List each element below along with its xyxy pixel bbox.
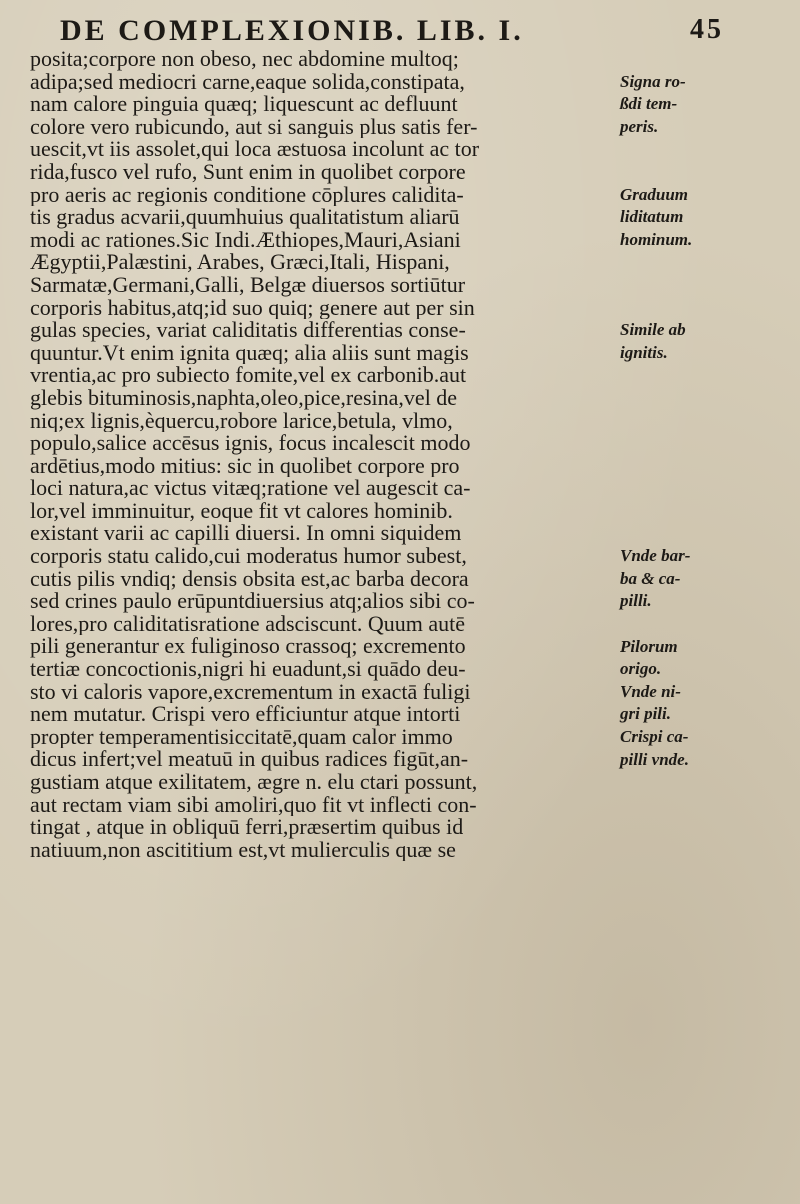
text-line: gustiam atque exilitatem, ægre n. elu ctari possunt, (30, 771, 478, 794)
text-line: dicus infert;vel meatuū in quibus radices figūt,an- (30, 748, 469, 771)
margin-note: gri pili. (620, 704, 672, 724)
text-line: corporis habitus,atq;id suo quiq; genere aut per sin (30, 296, 475, 320)
text-line: lores,pro caliditatisratione adsciscunt. Quum autē (30, 612, 465, 636)
text-line: nam calore pinguia quæq; liquescunt ac defluunt (30, 93, 458, 116)
text-line: pro aeris ac regionis conditione cōplures calidita- (30, 183, 464, 207)
text-line: gulas species, variat caliditatis differentias conse- (30, 319, 466, 342)
margin-note: pilli vnde. (620, 749, 689, 769)
text-line: modi ac rationes.Sic Indi.Æthiopes,Mauri,Asiani (30, 228, 461, 252)
text-line: nem mutatur. Crispi vero efficiuntur atque intorti (30, 703, 461, 726)
running-head: DE COMPLEXIONIB. LIB. I. (60, 14, 524, 47)
text-line: niq;ex lignis,èquercu,robore larice,betula, vlmo, (30, 409, 453, 433)
margin-note: hominum. (620, 229, 693, 249)
main-text-column (30, 48, 615, 861)
text-line: Sarmatæ,Germani,Galli, Belgæ diuersos sortiūtur (30, 273, 466, 297)
text-line: colore vero rubicundo, aut si sanguis plus satis fer- (30, 115, 478, 139)
margin-note: ignitis. (620, 342, 668, 362)
margin-note: Graduum (620, 184, 689, 204)
text-line: adipa;sed mediocri carne,eaque solida,constipata, (30, 70, 465, 94)
text-line: tis gradus acvarii,quumhuius qualitatistum aliarū (30, 206, 460, 229)
margin-note: ßdi tem- (620, 94, 678, 114)
margin-note: Signa ro- (620, 71, 686, 91)
margin-note: peris. (620, 116, 659, 136)
margin-note: Simile ab (620, 320, 686, 340)
text-line: vrentia,ac pro subiecto fomite,vel ex carbonib.aut (30, 364, 467, 387)
text-line: Ægyptii,Palæstini, Arabes, Græci,Itali, Hispani, (30, 251, 450, 274)
text-line: tertiæ concoctionis,nigri hi euadunt,si quādo deu- (30, 658, 466, 681)
text-line: glebis bituminosis,naphta,oleo,pice,resina,vel de (30, 386, 458, 410)
page-header (60, 8, 760, 48)
text-line: ardētius,modo mitius: sic in quolibet corpore pro (30, 454, 460, 478)
margin-note: pilli. (620, 591, 652, 611)
text-line: loci natura,ac victus vitæq;ratione vel augescit ca- (30, 477, 471, 500)
margin-note: Vnde bar- (620, 546, 691, 566)
text-line: populo,salice accēsus ignis, focus incalescit modo (30, 432, 471, 455)
text-line: pili generantur ex fuliginoso crassoq; excremento (30, 635, 466, 659)
text-line: cutis pilis vndiq; densis obsita est,ac barba decora (30, 567, 469, 591)
margin-note: ba & ca- (620, 568, 681, 588)
text-line: posita;corpore non obeso, nec abdomine multoq; (30, 48, 459, 71)
text-line: rida,fusco vel rufo, Sunt enim in quolibet corpore (30, 160, 466, 184)
text-line: sto vi caloris vapore,excrementum in exactā fuligi (30, 680, 471, 704)
text-line: quuntur.Vt enim ignita quæq; alia aliis sunt magis (30, 341, 469, 365)
margin-note: origo. (620, 659, 662, 679)
margin-note: Pilorum (620, 636, 678, 656)
text-line: natiuum,non ascititium est,vt mulierculis quæ se (30, 838, 456, 862)
page-number: 45 (690, 14, 724, 45)
text-line: corporis statu calido,cui moderatus humor subest, (30, 545, 467, 568)
text-line: existant varii ac capilli diuersi. In omni siquidem (30, 522, 462, 546)
text-line: uescit,vt iis assolet,qui loca æstuosa incolunt ac tor (30, 138, 480, 161)
margin-note: Vnde ni- (620, 681, 681, 701)
text-line: sed crines paulo erūpuntdiuersius atq;alios sibi co- (30, 590, 475, 613)
text-line: tingat , atque in obliquū ferri,præsertim quibus id (30, 816, 464, 839)
text-line: aut rectam viam sibi amoliri,quo fit vt inflecti con- (30, 793, 477, 817)
text-line: propter temperamentisiccitatē,quam calor immo (30, 725, 453, 749)
margin-note: liditatum (620, 207, 684, 227)
margin-note: Crispi ca- (620, 727, 689, 746)
text-line: lor,vel imminuitur, eoque fit vt calores hominib. (30, 499, 453, 523)
